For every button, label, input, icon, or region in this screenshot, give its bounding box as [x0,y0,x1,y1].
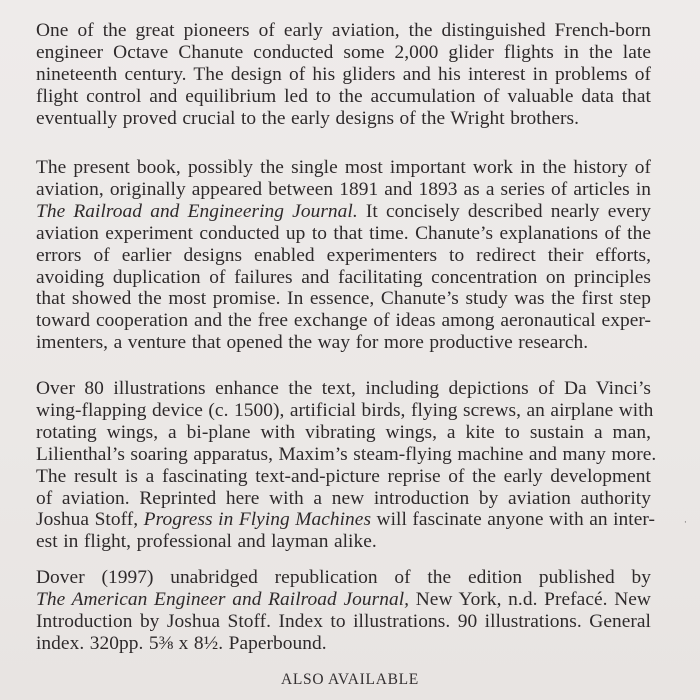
text-line: Dover (1997) unabridged republication of the edition published by [36,567,651,588]
text-line: errors of earlier designs enabled experimenters to redirect their efforts, [36,244,651,266]
text-line: wing-flapping device (c. 1500), artificial birds, flying screws, an airplane with [36,399,654,421]
text-line-mixed [36,509,656,531]
text-segment: will fascinate anyone with an inter- [371,509,656,531]
text-line: flight control and equilibrium led to the accumulation of valuable data that [36,85,651,107]
text-line: est in flight, professional and layman alike. [36,531,377,553]
text-segment: It concisely described nearly every [357,200,652,222]
text-line: index. 320pp. 5⅜ x 8½. Paperbound. [36,632,327,654]
text-line: aviation experiment conducted up to that time. Chanute’s explanations of the [36,222,651,244]
text-line: imenters, a venture that opened the way for more productive research. [36,332,589,354]
text-line: that showed the most promise. In essence, Chanute’s study was the first step [36,288,651,310]
book-history-paragraph [36,157,651,354]
journal-title: The Railroad and Engineering Journal. [36,200,358,222]
text-line: engineer Octave Chanute conducted some 2,000 glider flights in the late [36,41,651,63]
text-line: Lilienthal’s soaring apparatus, Maxim’s steam-flying machine and many more. [36,443,657,465]
journal-title: The American Engineer and Railroad Journal, [36,588,410,610]
text-line: rotating wings, a bi-plane with vibrating wings, a kite to sustain a man, [36,421,651,443]
text-line: toward cooperation and the free exchange of ideas among aeronautical exper- [36,310,651,332]
text-line: nineteenth century. The design of his gliders and his interest in problems of [36,63,651,85]
print-speck: · [684,518,687,528]
text-line: One of the great pioneers of early aviation, the distinguished French-born [36,20,651,41]
text-line: Over 80 illustrations enhance the text, including depictions of Da Vinci’s [36,378,651,399]
text-line-mixed [36,589,651,611]
text-line: Introduction by Joshua Stoff. Index to illustrations. 90 illustrations. General [36,610,651,632]
text-line: aviation, originally appeared between 1891 and 1893 as a series of articles in [36,178,651,200]
publication-details-paragraph [36,567,651,655]
text-segment: Joshua Stoff, [36,509,144,531]
text-line: of aviation. Reprinted here with a new introduction by aviation authority [36,487,651,509]
intro-paragraph [36,20,651,130]
illustrations-paragraph [36,378,657,553]
also-available-heading: ALSO AVAILABLE [281,671,419,688]
text-line: The result is a fascinating text-and-picture reprise of the early development [36,465,651,487]
text-segment: New York, n.d. Prefacé. New [409,588,651,610]
text-line: eventually proved crucial to the early designs of the Wright brothers. [36,107,580,129]
text-line: The present book, possibly the single most important work in the history of [36,157,651,178]
text-line: avoiding duplication of failures and facilitating concentration on principles [36,266,651,288]
book-title: Progress in Flying Machines [143,509,372,531]
text-line-mixed [36,201,651,223]
